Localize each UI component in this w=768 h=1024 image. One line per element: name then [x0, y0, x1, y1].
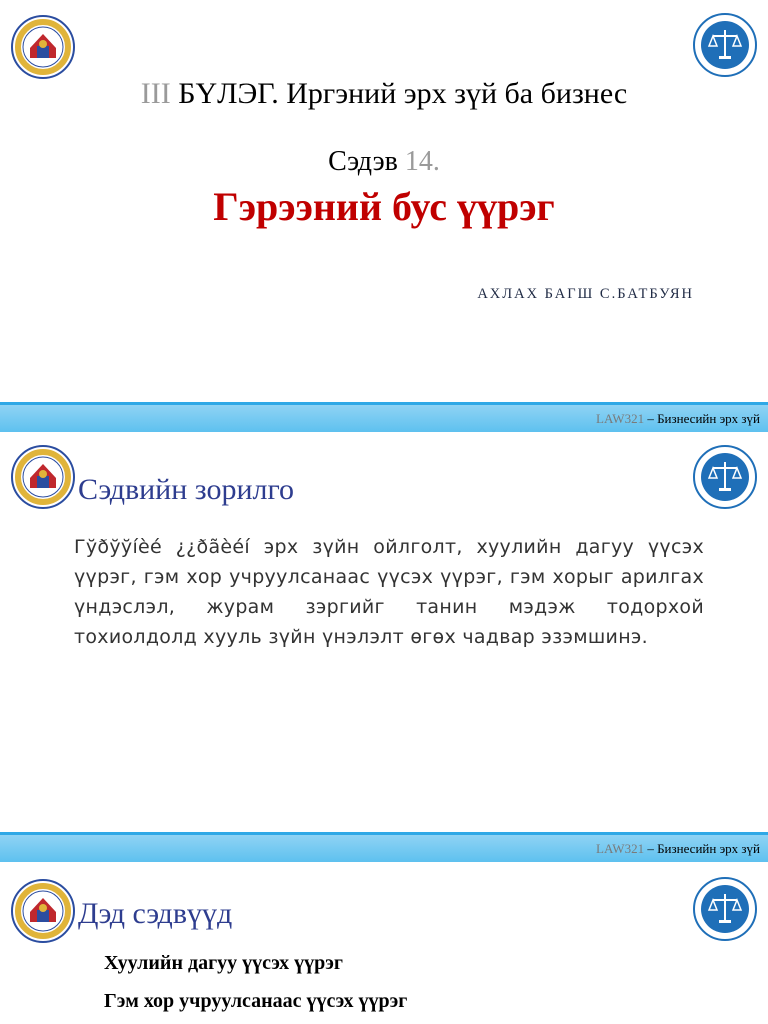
topic-label [0, 146, 768, 178]
law-school-scales-icon [692, 12, 758, 78]
course-name: Бизнесийн эрх зүй [657, 841, 760, 856]
footer-separator: – [644, 841, 658, 856]
course-code: LAW321 [596, 841, 645, 856]
author-line: АХЛАХ БАГШ С.БАТБУЯН [477, 286, 694, 302]
chapter-title [0, 76, 768, 112]
footer-separator: – [644, 411, 658, 426]
university-emblem-icon [10, 14, 76, 80]
university-emblem-icon [10, 444, 76, 510]
slide-main-title: Гэрээний бус үүрэг [213, 184, 555, 229]
subtopic-item: Хуулийн дагуу үүсэх үүрэг [104, 952, 344, 974]
footer-course [596, 411, 760, 427]
footer-band [0, 402, 768, 432]
course-code: LAW321 [596, 411, 645, 426]
slide-title [0, 0, 768, 432]
topic-number: 14. [404, 146, 440, 177]
footer-band [0, 832, 768, 862]
objectives-body: Гўðўўíèé ¿¿ðãèéí эрх зүйн ойлголт, хуулийн дагуу үүсэх үүрэг, гэм хор учруулсанаас үүсэх үүрэг, гэм хорыг арилгах үндэслэл, журам зэргийг танин мэдэж тодорхой тохиолдолд хууль зүйн үнэлэлт өгөх чадвар эзэмшинэ. [74, 536, 704, 648]
subtopics-heading: Дэд сэдвүүд [78, 897, 233, 930]
law-school-scales-icon [692, 444, 758, 510]
chapter-text: БҮЛЭГ. Иргэний эрх зүй ба бизнес [178, 77, 628, 110]
law-school-scales-icon [692, 876, 758, 942]
slide-objectives [0, 432, 768, 832]
course-name: Бизнесийн эрх зүй [657, 411, 760, 426]
slide-subtopics [0, 832, 768, 1024]
footer-course [596, 841, 760, 857]
chapter-roman: III [140, 77, 171, 110]
topic-word: Сэдэв [328, 146, 398, 177]
subtopic-item: Гэм хор учруулсанаас үүсэх үүрэг [104, 990, 408, 1012]
university-emblem-icon [10, 878, 76, 944]
objectives-heading: Сэдвийн зорилго [78, 473, 295, 506]
